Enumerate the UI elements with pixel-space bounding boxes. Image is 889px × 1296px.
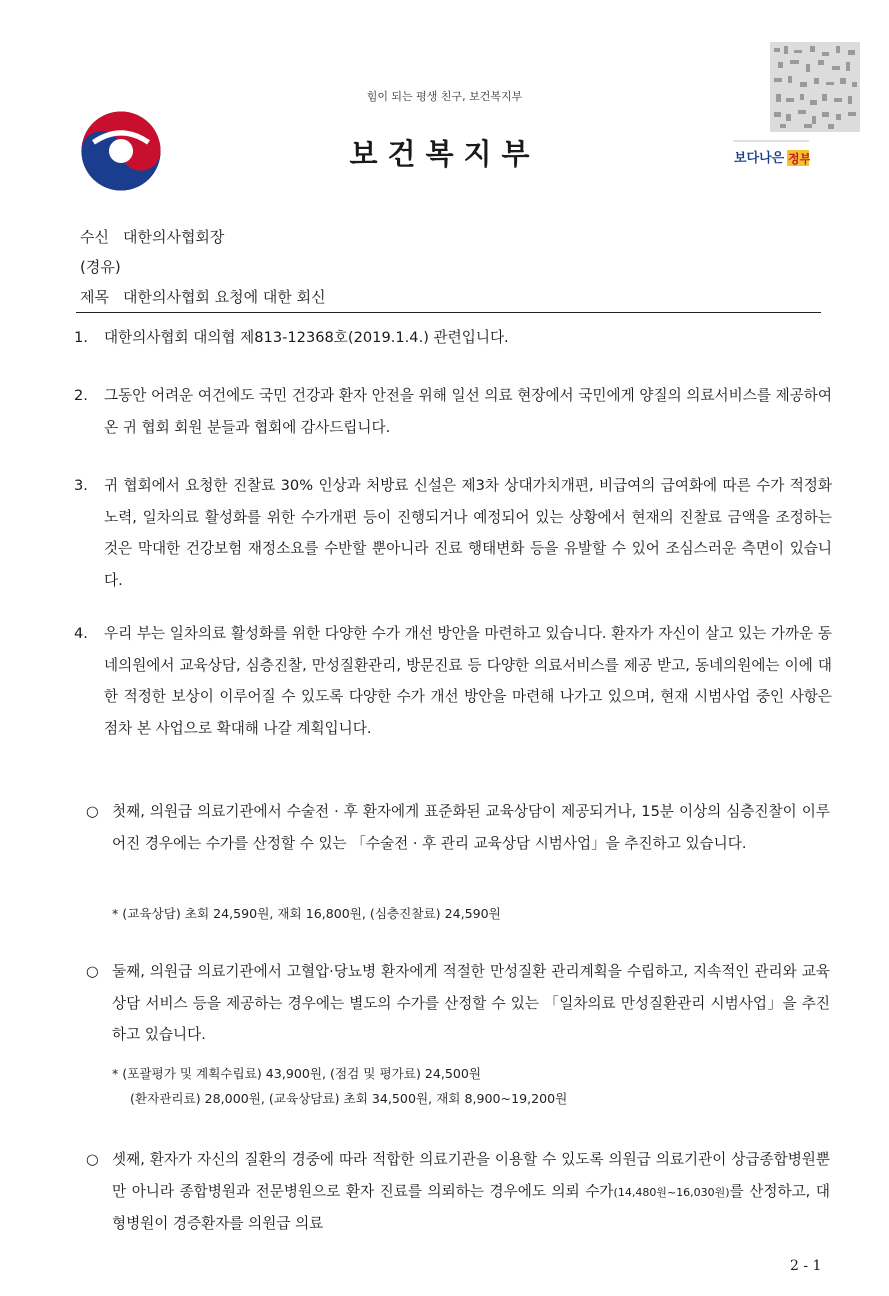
subject: 대한의사협회 요청에 대한 회신	[122, 288, 326, 306]
bullet-text	[112, 1144, 830, 1240]
circle-bullet-icon: ○	[86, 1151, 99, 1168]
better-government-logo	[732, 138, 810, 170]
note-2-line-2: (환자관리료) 28,000원, (교육상담료) 초회 34,500원, 재회 8,900~19,200원	[130, 1091, 568, 1106]
slogan: 힘이 되는 평생 친구, 보건복지부	[366, 90, 523, 103]
recipient: 대한의사협회장	[122, 228, 225, 246]
bullet-1	[86, 796, 830, 859]
paragraph-text: 대한의사협회 대의협 제813-12368호(2019.1.4.) 관련입니다.	[104, 329, 509, 346]
paragraph-4	[74, 618, 832, 744]
referral-fee-range: (14,480원~16,030원)	[613, 1185, 730, 1199]
subject-label: 제목	[80, 288, 109, 306]
circle-bullet-icon: ○	[86, 963, 99, 980]
svg-text:정부: 정부	[788, 152, 810, 166]
qr-code-icon	[770, 42, 860, 132]
svg-text:보다나은: 보다나은	[734, 151, 785, 166]
note-1: * (교육상담) 초회 24,590원, 재회 16,800원, (심층진찰료) 24,590원	[112, 906, 501, 921]
paragraph-text: 우리 부는 일차의료 활성화를 위한 다양한 수가 개선 방안을 마련하고 있습니다. 환자가 자신이 살고 있는 가까운 동네의원에서 교육상담, 심층진찰, 만성질환관리, 방문진료 등 다양한 의료서비스를 제공 받고, 동네의원에는 이에 대한 적정한 보상이 이루어질 수 있도록 다양한 수가 개선 방안을 마련해 나가고 있으며, 현재 시범사업 중인 사항은 점차 본 사업으로 확대해 나갈 계획입니다.	[104, 625, 832, 737]
paragraph-3	[74, 470, 832, 596]
paragraph-1	[74, 322, 832, 354]
paragraph-number: 2.	[74, 387, 88, 404]
bullet-2	[86, 956, 830, 1051]
header-divider	[76, 312, 821, 313]
paragraph-number: 3.	[74, 477, 88, 494]
circle-bullet-icon: ○	[86, 803, 99, 820]
recipient-label: 수신	[80, 228, 109, 246]
paragraph-number: 1.	[74, 329, 88, 346]
ministry-title: 보건복지부	[349, 137, 540, 171]
paragraph-number: 4.	[74, 625, 88, 642]
bullet-text: 첫째, 의원급 의료기관에서 수술전 · 후 환자에게 표준화된 교육상담이 제공되거나, 15분 이상의 심층진찰이 이루어진 경우에는 수가를 산정할 수 있는 「수술전 · 후 관리 교육상담 시범사업」을 추진하고 있습니다.	[112, 803, 830, 852]
paragraph-text: 귀 협회에서 요청한 진찰료 30% 인상과 처방료 신설은 제3차 상대가치개편, 비급여의 급여화에 따른 수가 적정화 노력, 일차의료 활성화를 위한 수가개편 등이 진행되거나 예정되어 있는 상황에서 현재의 진찰료 금액을 조정하는 것은 막대한 건강보험 재정소요를 수반할 뿐아니라 진료 행태변화 등을 유발할 수 있어 조심스러운 측면이 있습니다.	[104, 477, 832, 589]
via-row: (경유)	[80, 258, 121, 276]
recipient-row	[80, 226, 224, 247]
bullet-text: 둘째, 의원급 의료기관에서 고혈압·당뇨병 환자에게 적절한 만성질환 관리계획을 수립하고, 지속적인 관리와 교육상담 서비스 등을 제공하는 경우에는 별도의 수가를 산정할 수 있는 「일차의료 만성질환관리 시범사업」을 추진하고 있습니다.	[112, 963, 830, 1043]
subject-row	[80, 286, 326, 307]
bullet-text-part: 를 산정하고, 대형병원이 경증환자를 의원급 의료	[112, 1182, 830, 1232]
paragraph-2	[74, 380, 832, 443]
bullet-text-part: 셋째, 환자가 자신의 질환의 경중에 따라 적합한 의료기관을 이용할 수 있도록 의원급 의료기관이 상급종합병원뿐만 아니라 종합병원과 전문병원으로 환자 진료를 의뢰하는 경우에도 의뢰 수가	[112, 1151, 830, 1200]
bullet-3	[86, 1144, 830, 1240]
page-number: 2 - 1	[790, 1258, 822, 1274]
paragraph-text: 그동안 어려운 여건에도 국민 건강과 환자 안전을 위해 일선 의료 현장에서 국민에게 양질의 의료서비스를 제공하여 온 귀 협회 회원 분들과 협회에 감사드립니다.	[104, 387, 832, 436]
note-2-line-1: * (포괄평가 및 계획수립료) 43,900원, (점검 및 평가료) 24,500원	[112, 1066, 482, 1081]
